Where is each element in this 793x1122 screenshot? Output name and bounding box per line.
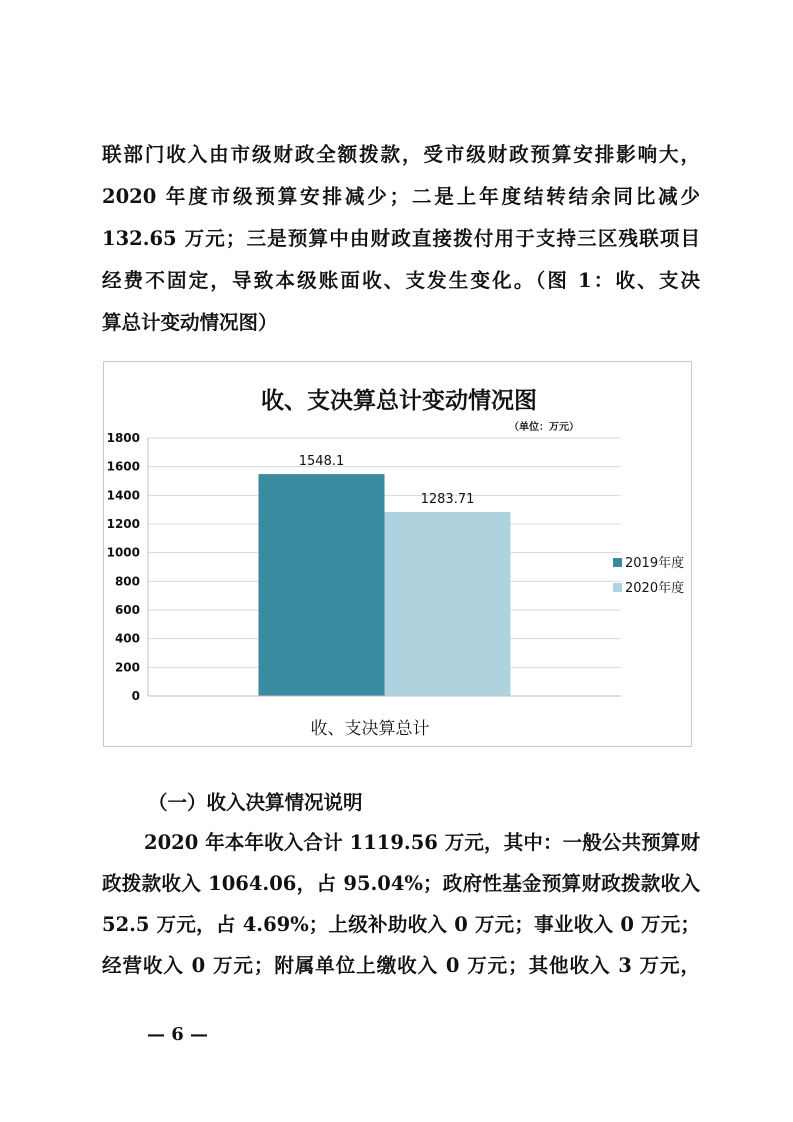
text-line: 联部门收入由市级财政全额拨款，受市级财政预算安排影响大， — [102, 143, 700, 166]
bar-data-label: 1283.71 — [420, 492, 475, 508]
chart-title: 收、支决算总计变动情况图 — [261, 388, 537, 414]
y-tick-label: 200 — [114, 660, 140, 675]
bars — [259, 454, 511, 696]
chart-legend — [613, 555, 684, 596]
legend-label: 2020年度 — [625, 581, 685, 596]
y-tick-label: 400 — [114, 631, 140, 646]
bar-2020年度 — [385, 512, 511, 696]
y-tick-label: 1000 — [106, 545, 140, 560]
text-line: 52.5 万元，占 4.69%；上级补助收入 0 万元；事业收入 0 万元； — [102, 913, 700, 936]
y-tick-label: 800 — [114, 574, 140, 589]
text-line: 政拨款收入 1064.06，占 95.04%；政府性基金预算财政拨款收入 — [102, 872, 700, 895]
y-tick-label: 1200 — [106, 517, 140, 531]
text-line: 经费不固定，导致本级账面收、支发生变化。（图 1：收、支决 — [102, 269, 700, 292]
x-axis-category-label: 收、支决算总计 — [310, 719, 430, 739]
text-line: 经营收入 0 万元；附属单位上缴收入 0 万元；其他收入 3 万元， — [102, 954, 700, 977]
y-tick-label: 1800 — [106, 431, 140, 445]
bar-data-label: 1548.1 — [298, 454, 345, 470]
y-tick-label: 600 — [114, 603, 140, 617]
chart-unit-note: （单位：万元） — [509, 422, 579, 433]
y-axis-ticks — [107, 431, 140, 703]
text-line: 2020 年度市级预算安排减少；二是上年度结转结余同比减少 — [102, 185, 700, 208]
legend-label: 2019年度 — [625, 556, 685, 571]
text-line: 2020 年本年收入合计 1119.56 万元，其中：一般公共预算财 — [144, 831, 700, 854]
legend-swatch — [613, 583, 622, 592]
text-line: 算总计变动情况图） — [102, 311, 278, 334]
bar-2019年度 — [259, 474, 385, 696]
bar-chart — [104, 362, 691, 746]
legend-swatch — [613, 558, 622, 567]
page-number: — 6 — — [147, 1024, 209, 1045]
chart-container — [103, 361, 692, 747]
y-tick-label: 0 — [131, 689, 140, 703]
y-tick-label: 1400 — [106, 488, 140, 503]
text-line: 132.65 万元；三是预算中由财政直接拨付用于支持三区残联项目 — [102, 227, 700, 250]
y-tick-label: 1600 — [106, 459, 140, 474]
section-heading: （一）收入决算情况说明 — [148, 791, 363, 814]
